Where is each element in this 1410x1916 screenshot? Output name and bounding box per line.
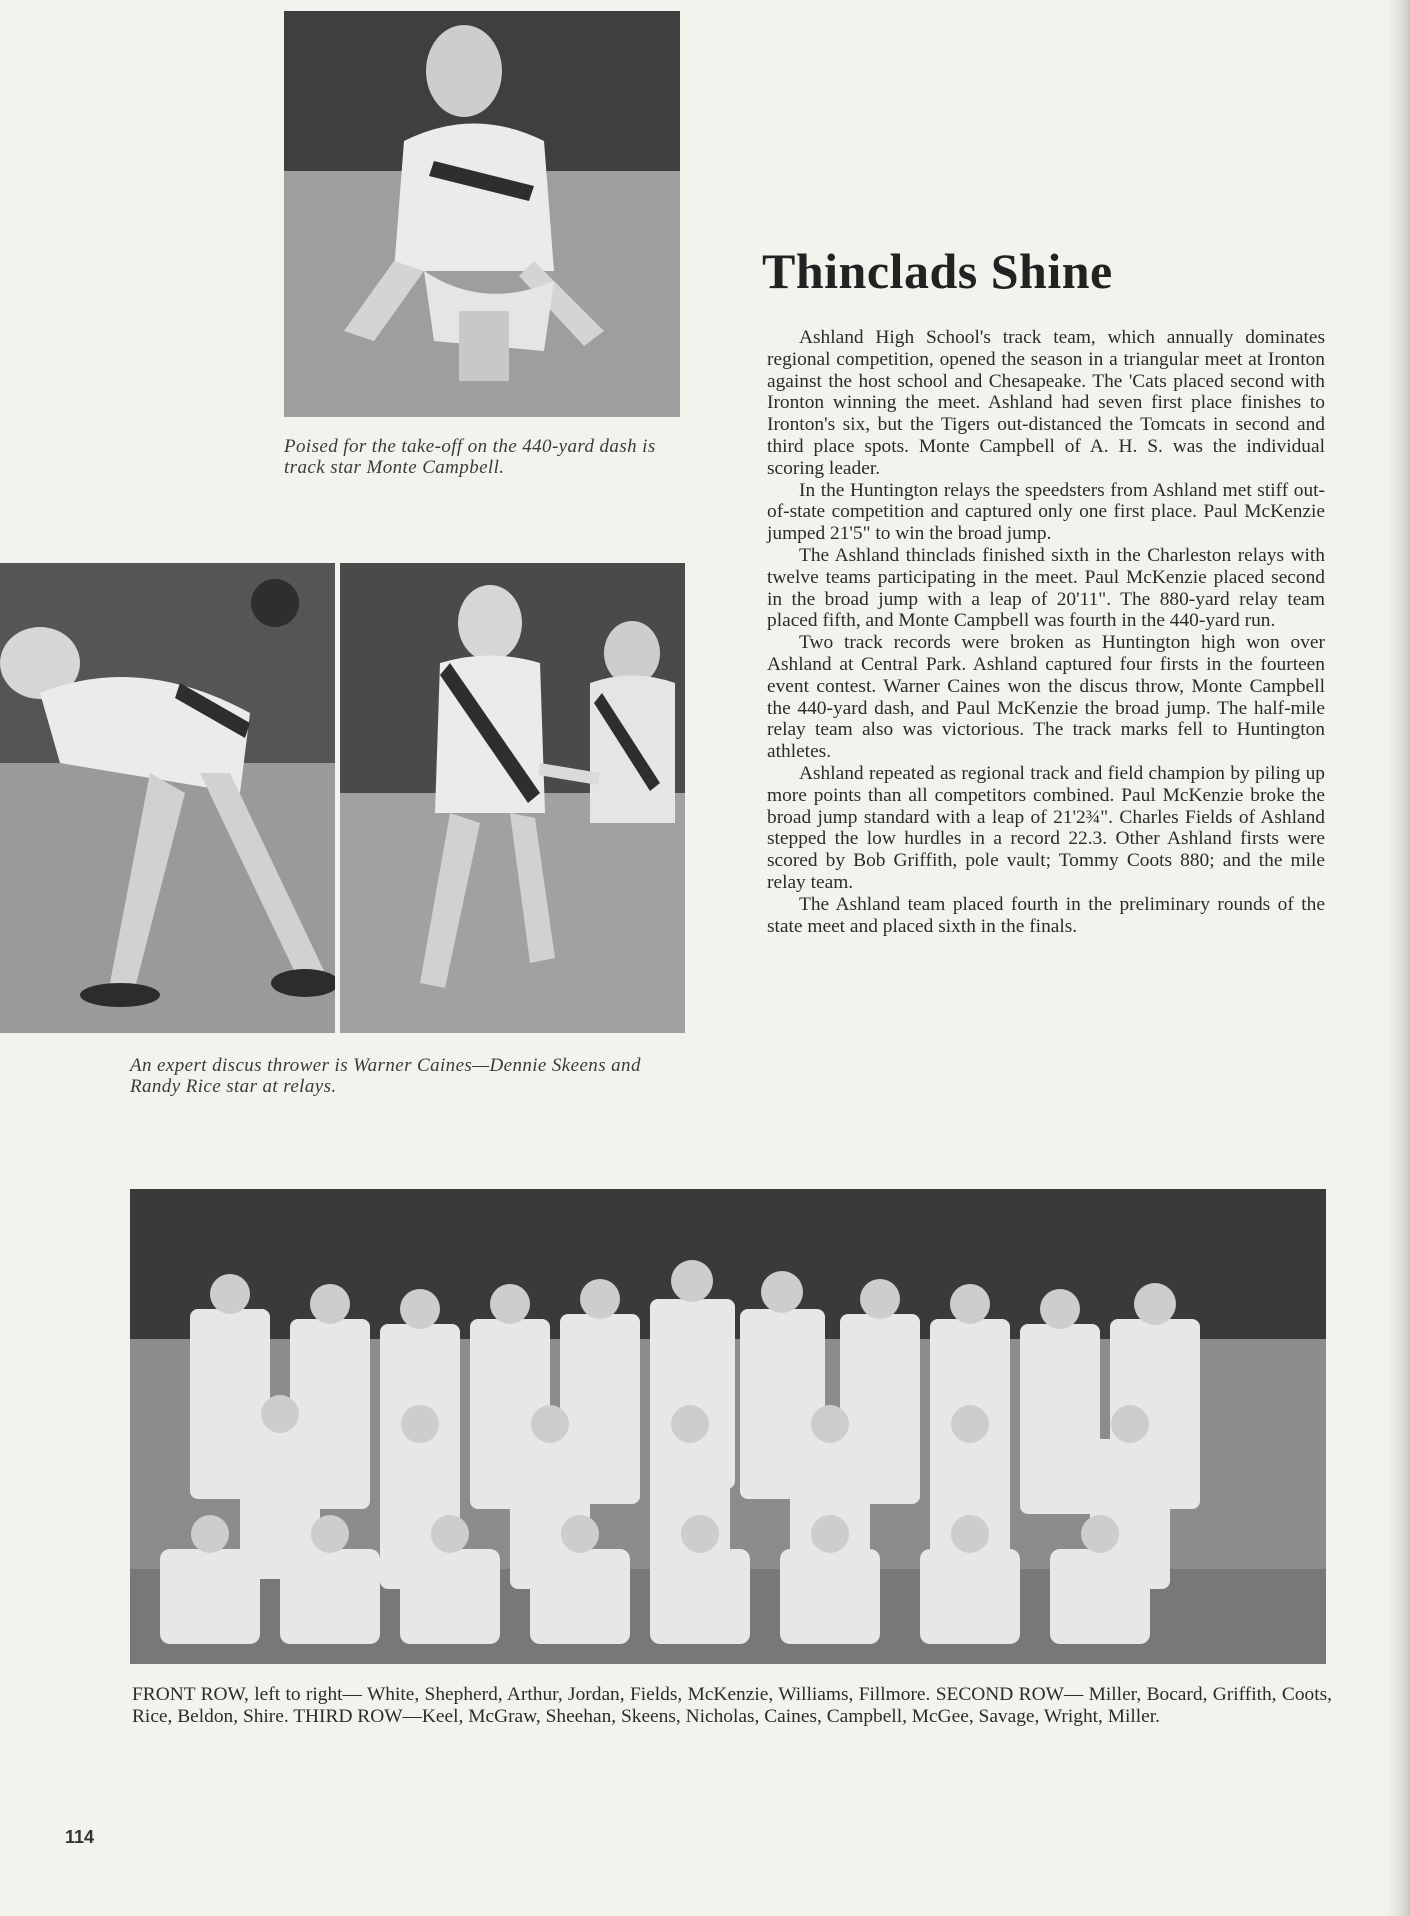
article-paragraph: Ashland repeated as regional track and field champion by piling up more points than all competitors combined. Paul McKenzie broke the broad jump standard with a leap of 21'2¾". Charles Fields of Ashland stepped the low hurdles in a record 22.3. Other Ashland firsts were scored by Bob Griffith, pole vault; Tommy Coots 880; and the mile relay team. [767, 762, 1325, 893]
page-number: 114 [65, 1827, 95, 1847]
article-body [767, 327, 1325, 937]
team-illustration [130, 1189, 1326, 1664]
article-paragraph: Ashland High School's track team, which annually dominates regional competition, opened the season in a triangular meet at Ironton against the host school and Chesapeake. The 'Cats placed second with Ironton winning the meet. Ashland had seven first place finishes to Ironton's six, but the Tigers out-distanced the Tomcats in second and third place spots. Monte Campbell of A. H. S. was the individual scoring leader. [767, 327, 1325, 479]
sprinter-photo [284, 11, 680, 417]
relay-photo [340, 563, 685, 1033]
article-paragraph: In the Huntington relays the speedsters from Ashland met stiff out-of-state competition and captured only one first place. Paul McKenzie jumped 21'5" to win the broad jump. [767, 479, 1325, 545]
discus-illustration [0, 563, 335, 1033]
discus-photo [0, 563, 335, 1033]
sprinter-caption: Poised for the take-off on the 440-yard dash is track star Monte Campbell. [284, 436, 656, 478]
team-photo [130, 1189, 1326, 1664]
relay-illustration [340, 563, 685, 1033]
team-caption: FRONT ROW, left to right— White, Shepherd, Arthur, Jordan, Fields, McKenzie, Williams, Fillmore. SECOND ROW— Miller, Bocard, Griffith, Coots, Rice, Beldon, Shire. THIRD ROW—Keel, McGraw, Sheehan, Skeens, Nicholas, Caines, Campbell, McGee, Savage, Wright, Miller. [132, 1684, 1332, 1727]
page-title: Thinclads Shine [762, 243, 1113, 299]
sprinter-illustration [284, 11, 680, 417]
discus-relay-caption: An expert discus thrower is Warner Caines—Dennie Skeens and Randy Rice star at relays. [130, 1055, 641, 1097]
article-paragraph: The Ashland thinclads finished sixth in the Charleston relays with twelve teams participating in the meet. Paul McKenzie placed second in the broad jump with a leap of 20'11". The 880-yard relay team placed fifth, and Monte Campbell was fourth in the 440-yard run. [767, 544, 1325, 632]
article-paragraph: Two track records were broken as Huntington high won over Ashland at Central Park. Ashland captured four firsts in the fourteen event contest. Warner Caines won the discus throw, Monte Campbell the 440-yard dash, and Paul McKenzie the broad jump. The half-mile relay team also was victorious. The track marks fell to Huntington athletes. [767, 632, 1325, 763]
binding-shadow [1388, 0, 1410, 1916]
article-paragraph: The Ashland team placed fourth in the preliminary rounds of the state meet and placed sixth in the finals. [767, 893, 1325, 937]
